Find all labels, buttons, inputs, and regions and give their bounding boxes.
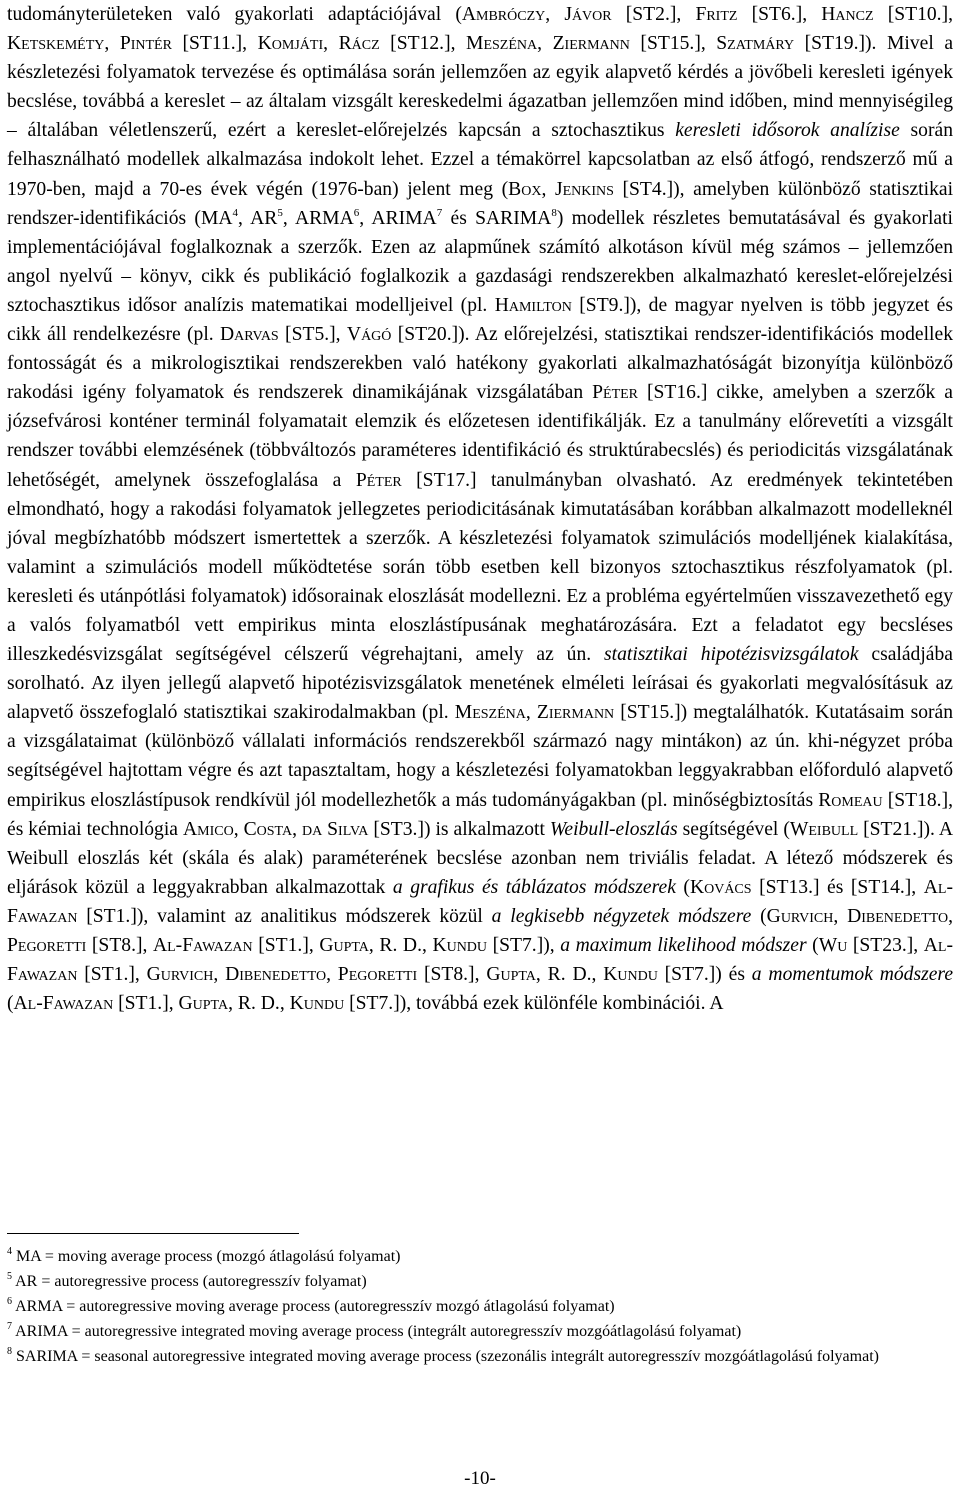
footnote-ref: 5 — [277, 206, 283, 219]
text-run: , — [213, 964, 226, 986]
text-run: , R. D., — [228, 993, 290, 1015]
author-name: Péter — [355, 469, 402, 491]
author-name: Kovács — [689, 876, 752, 898]
author-name: Fritz — [695, 4, 738, 25]
text-run: [ST7.]) és — [657, 964, 752, 986]
italic-term: Weibull-eloszlás — [549, 818, 678, 840]
text-run: [ST18.], és kémiai technológia — [7, 789, 953, 840]
text-run: [ST1.], — [113, 993, 179, 1015]
author-name: Jenkins — [554, 178, 614, 200]
footnote-text: ARIMA = autoregressive integrated moving average process (integrált autoregresszív mozgóátlagolású folyamat) — [12, 1323, 742, 1340]
text-run: során felhasználható modellek alkalmazása indokolt lehet. Ezzel a témakörrel kapcsolatban az első átfogó, rendszerző mű a 1970-ben, majd a 70-es évek végén (1976-ban) jelent meg ( — [7, 120, 953, 200]
text-run: [ST20.]). Az előrejelzési, statisztikai rendszer-identifikációs modellek fontosságát és a mikrologisztikai rendszerekben való hatékony gyakorlati alkalmazhatóságát bizonyítja különböző rakodási igény folyamatok és rendszerek dinamikájának vizsgálatában — [7, 324, 953, 404]
text-run: , — [541, 178, 555, 200]
author-name: Ziermann — [552, 33, 630, 55]
author-name: Kundu — [289, 993, 345, 1015]
text-run: [ST9.]), de magyar nyelven is több jegyzet és cikk áll rendelkezésre (pl. — [7, 294, 954, 346]
author-name: Ambróczy — [461, 4, 546, 25]
text-run: , — [233, 818, 244, 840]
text-run: , ARMA — [282, 207, 354, 229]
text-run: segítségével ( — [677, 818, 790, 840]
footnote — [7, 1344, 953, 1369]
author-name: Wu — [818, 935, 848, 956]
text-run: ( — [751, 905, 767, 927]
footnote-number: 6 — [7, 1296, 12, 1307]
text-run: tudományterületeken való gyakorlati adaptációjával ( — [7, 4, 462, 25]
author-name: Ketskeméty — [7, 33, 105, 55]
text-run: ( — [7, 993, 14, 1015]
text-run: [ST12.], — [379, 33, 467, 55]
text-run: , AR — [238, 207, 278, 229]
author-name: Szatmáry — [716, 33, 795, 55]
text-run: [ST1.]), valamint az analitikus módszerek közül — [77, 905, 492, 927]
footnote-number: 8 — [7, 1346, 12, 1357]
text-run: , — [545, 4, 565, 25]
text-run: , — [948, 905, 953, 927]
text-run: , — [292, 818, 302, 840]
author-name: Rácz — [338, 33, 380, 55]
text-run: [ST13.] és [ST14.], — [751, 876, 924, 898]
author-name: Hancz — [821, 4, 874, 25]
author-name: Gupta — [319, 935, 369, 956]
italic-term: a legkisebb négyzetek módszere — [491, 905, 752, 927]
text-run: , R. D., — [368, 935, 433, 956]
author-name: Jávor — [564, 4, 612, 25]
author-name: Kundu — [603, 964, 658, 986]
footnote-number: 7 — [7, 1321, 12, 1332]
footnote-number: 5 — [7, 1271, 12, 1282]
footnote-ref: 8 — [551, 206, 557, 219]
text-run: [ST11.], — [171, 33, 258, 55]
text-run: [ST15.]) megtalálhatók. Kutatásaim során a vizsgálataimat (különböző vállalati információs rendszerekből származó nagy mintákon) az ún. khi-négyzet próba segítségével hajtottam végre és azt tapasztaltam, hogy a készletezési folyamatokban leggyakrabban előforduló alapvető empirikus eloszlástípusok rendkívül jól modellezhetők a más tudományágakban (pl. minőségbiztosítás — [7, 702, 954, 811]
author-name: Pegoretti — [337, 964, 418, 986]
text-run: és SARIMA — [442, 207, 552, 229]
text-run: , — [833, 905, 848, 927]
text-run: [ST5.], — [278, 324, 347, 346]
author-name: Kundu — [432, 935, 488, 956]
footnote-text: AR = autoregressive process (autoregresszív folyamat) — [12, 1273, 367, 1290]
text-run: [ST19.]). Mivel a készletezési folyamatok tervezése és optimálása során jellemzően az egyik alapvető kérdés a jövőbeli keresleti igények becslése, továbbá a kereslet – az általam vizsgált kereskedelmi ágazatban jellemzően mind időben, mind mennyiségileg – általában véletlenszerű, ezért a kereslet-előrejelzés kapcsán a sztochasztikus — [7, 33, 954, 142]
footnote-text: MA = moving average process (mozgó átlagolású folyamat) — [12, 1248, 401, 1265]
text-run: [ST8.], — [417, 964, 487, 986]
text-run: családjába sorolható. Az ilyen jellegű alapvető hipotézisvizsgálatok menetének elméleti leírásai és gyakorlati megvalósításuk az alapvető összefoglaló statisztikai szakirodalmakban (pl. — [7, 644, 953, 724]
author-name: Meszéna — [454, 702, 526, 724]
text-run: [ST1.], — [252, 935, 320, 956]
author-name: Gurvich — [146, 964, 214, 986]
text-run: ) modellek részletes bemutatásával és gyakorlati implementációjával foglalkoznak a szerzők. Ezen az alapműnek számító alkotáson kívül még számos – jellemzően angol nyelvű – könyv, cikk és publikáció foglalkozik a gazdasági rendszerekben alkalmazható kereslet-előrejelzési sztochasztikus idősor analízis matematikai modelljeivel (pl. — [7, 207, 953, 316]
footnote-ref: 6 — [353, 206, 360, 219]
author-name: Gurvich — [766, 905, 834, 927]
italic-term: a maximum likelihood módszer — [560, 935, 807, 956]
text-run: [ST8.], — [86, 935, 153, 956]
page-number: -10- — [464, 1468, 496, 1489]
author-name: Gupta — [178, 993, 229, 1015]
author-name: da Silva — [301, 818, 369, 840]
italic-term: keresleti idősorok analízise — [675, 120, 900, 142]
text-run: [ST21.]). A Weibull eloszlás két (skála és alak) paraméterének becslése azonban nem triviális feladat. A létező módszerek és eljárások közül a leggyakrabban alkalmazottak — [7, 818, 953, 898]
italic-term: statisztikai hipotézisvizsgálatok — [604, 644, 859, 666]
footnote-text: SARIMA = seasonal autoregressive integrated moving average process (szezonális integrált autoregresszív mozgóátlagolású folyamat) — [12, 1348, 879, 1365]
author-name: Ziermann — [536, 702, 615, 724]
text-run: [ST16.] cikke, amelyben a szerzők a józsefvárosi konténer terminál folyamatait elemzik és előzetesen identifikálják. Ez a tanulmány előrevetíti a vizsgált rendszer további elemzésének (többváltozós paraméteres identifikáció és struktúrabecslés) és periodicitás vizsgálatának lehetőségét, amelynek összefoglalása a — [7, 382, 953, 491]
main-text — [7, 0, 953, 1018]
author-name: Vágó — [346, 324, 392, 346]
author-name: Darvas — [220, 324, 279, 346]
author-name: Meszéna — [466, 33, 538, 55]
text-run: [ST23.], — [847, 935, 924, 956]
text-run: [ST15.], — [629, 33, 717, 55]
text-run: [ST10.], — [873, 4, 954, 25]
italic-term: a grafikus és táblázatos módszerek — [392, 876, 676, 898]
author-name: Gupta — [486, 964, 536, 986]
body-paragraph — [7, 0, 953, 1018]
text-run: [ST4.]), amelyben különböző statisztikai rendszer-identifikációs (MA — [7, 178, 954, 229]
footnote — [7, 1294, 953, 1319]
text-run: [ST7.]), továbbá ezek különféle kombinációi. A — [344, 993, 724, 1015]
author-name: Péter — [592, 382, 639, 404]
footnote-ref: 7 — [436, 206, 443, 219]
author-name: Al-Fawazan — [13, 993, 114, 1015]
author-name: Dibenedetto — [225, 964, 327, 986]
text-run: ( — [675, 876, 690, 898]
author-name: Costa — [243, 818, 293, 840]
author-name: Pegoretti — [7, 935, 87, 956]
text-run: , — [104, 33, 120, 55]
author-name: Romeau — [818, 789, 883, 811]
text-run: , — [525, 702, 537, 724]
text-run: [ST17.] tanulmányban olvasható. Az eredmények tekintetében elmondható, hogy a rakodási folyamatok jellegzetes periodicitásának kimutatásában korábban alkalmazott modelleknél jóval megbízhatóbb módszert ismertettek a szerzők. A készletezési folyamatok szimulációs modelljének kialakítása, valamint a szimulációs modell működtetése során több esetben kell bizonyos sztochasztikus részfolyamatok (pl. keresleti és utánpótlási folyamatok) idősorainak eloszlását modellezni. Ez a probléma egyértelműen visszavezethető egy a valós folyamatból vett empirikus minta eloszlástípusának meghatározására. Ezt a feladatot egy becsléses illeszkedésvizsgálat segítségével célszerű végrehajtani, amely az ún. — [7, 469, 953, 666]
footnote-number: 4 — [7, 1246, 12, 1257]
text-run: , — [323, 33, 339, 55]
footnote-separator — [7, 1233, 299, 1234]
text-run: , — [537, 33, 553, 55]
text-run: [ST7.]), — [487, 935, 561, 956]
author-name: Komjáti — [257, 33, 324, 55]
author-name: Amico — [182, 818, 234, 840]
text-run: ( — [806, 935, 819, 956]
author-name: Hamilton — [494, 294, 572, 316]
text-run: , — [326, 964, 338, 986]
footnote — [7, 1269, 953, 1294]
footnote-text: ARMA = autoregressive moving average process (autoregresszív mozgó átlagolású folyamat) — [12, 1298, 615, 1315]
text-run: , ARIMA — [359, 207, 437, 229]
author-name: Dibenedetto — [847, 905, 949, 927]
text-run: [ST6.], — [737, 4, 822, 25]
footnotes — [7, 1244, 953, 1369]
author-name: Al-Fawazan — [7, 935, 953, 986]
text-run: [ST1.], — [77, 964, 147, 986]
footnote — [7, 1244, 953, 1269]
author-name: Box — [508, 178, 542, 200]
text-run: , R. D., — [535, 964, 604, 986]
footnote-ref: 4 — [232, 206, 239, 219]
italic-term: a momentumok módszere — [751, 964, 954, 986]
footnote — [7, 1319, 953, 1344]
text-run: [ST2.], — [611, 4, 696, 25]
author-name: Al-Fawazan — [152, 935, 253, 956]
author-name: Pintér — [119, 33, 172, 55]
author-name: Al-Fawazan — [7, 876, 953, 927]
text-run: [ST3.]) is alkalmazott — [368, 818, 550, 840]
author-name: Weibull — [789, 818, 859, 840]
